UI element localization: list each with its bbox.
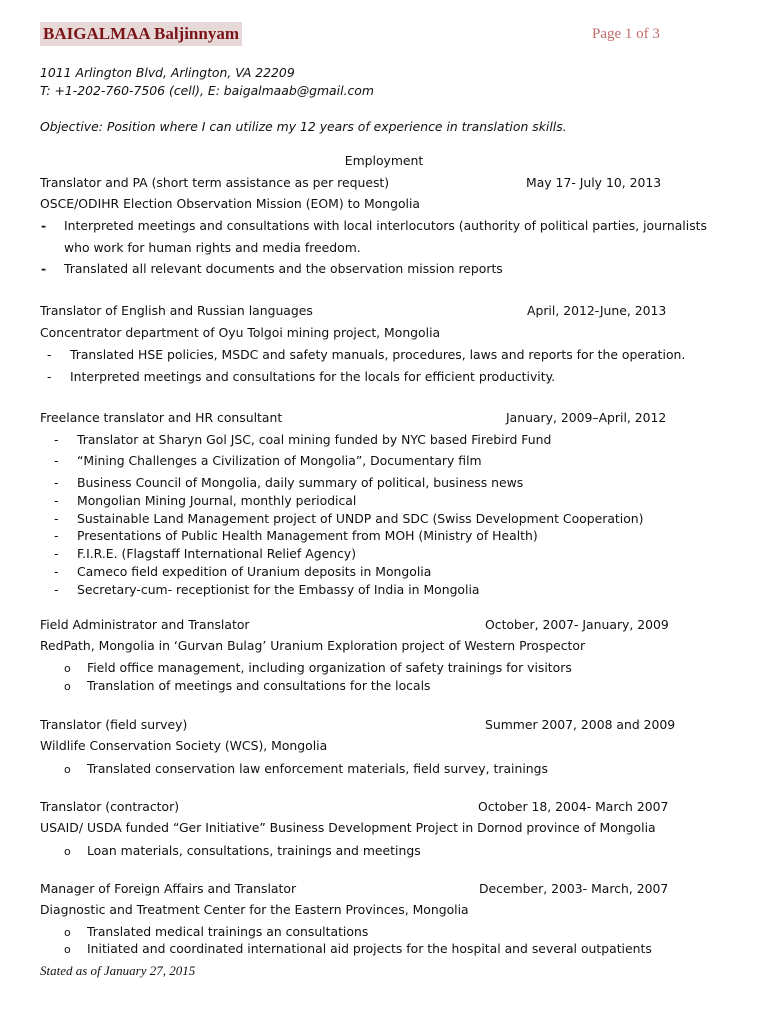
section-title-employment: Employment <box>344 153 424 168</box>
dash-marker: - <box>47 369 52 384</box>
bullet-continuation: who work for human rights and media freedom. <box>64 240 361 255</box>
bullet-item: - Secretary-cum- receptionist for the Embassy of India in Mongolia <box>54 582 480 597</box>
bullet-item: - Business Council of Mongolia, daily summary of political, business news <box>54 475 524 490</box>
bullet-item: - Interpreted meetings and consultations with local interlocutors (authority of political parties, journalists <box>41 218 707 233</box>
job-date: October, 2007- January, 2009 <box>485 617 669 632</box>
job-date: January, 2009–April, 2012 <box>506 410 667 425</box>
circle-marker: o <box>64 763 71 776</box>
bullet-item: - “Mining Challenges a Civilization of Mongolia”, Documentary film <box>54 453 482 468</box>
job-organization: OSCE/ODIHR Election Observation Mission (EOM) to Mongolia <box>40 196 421 211</box>
page-number: Page 1 of 3 <box>592 26 660 42</box>
bullet-item: o Translated conservation law enforcement materials, field survey, trainings <box>87 760 548 778</box>
dash-marker: - <box>47 347 52 362</box>
circle-marker: o <box>64 662 71 675</box>
candidate-name: BAIGALMAA Baljinnyam <box>40 22 242 46</box>
circle-marker: o <box>64 926 71 939</box>
dash-marker: - <box>54 475 59 490</box>
bullet-item: - Mongolian Mining Journal, monthly periodical <box>54 493 357 508</box>
dash-marker: - <box>54 511 59 526</box>
job-organization: Diagnostic and Treatment Center for the Eastern Provinces, Mongolia <box>40 902 469 917</box>
job-title: Translator (contractor) <box>40 799 180 814</box>
dash-marker: - <box>41 261 47 276</box>
job-title: Translator (field survey) <box>40 717 188 732</box>
dash-marker: - <box>54 564 59 579</box>
stated-date: Stated as of January 27, 2015 <box>40 963 196 978</box>
bullet-item: - Translator at Sharyn Gol JSC, coal mining funded by NYC based Firebird Fund <box>54 432 552 447</box>
bullet-item: - Presentations of Public Health Management from MOH (Ministry of Health) <box>54 528 538 543</box>
job-title: Field Administrator and Translator <box>40 617 250 632</box>
bullet-item: - Translated HSE policies, MSDC and safety manuals, procedures, laws and reports for the operation. <box>47 347 686 362</box>
job-title: Translator of English and Russian languages <box>40 303 313 318</box>
bullet-item: - Sustainable Land Management project of UNDP and SDC (Swiss Development Cooperation) <box>54 511 644 526</box>
contact-phone-email: T: +1-202-760-7506 (cell), E: baigalmaab@gmail.com <box>40 83 374 98</box>
job-title: Translator and PA (short term assistance as per request) <box>40 175 390 190</box>
job-organization: RedPath, Mongolia in ‘Gurvan Bulag’ Uranium Exploration project of Western Prospector <box>40 638 586 653</box>
bullet-item: - Cameco field expedition of Uranium deposits in Mongolia <box>54 564 432 579</box>
bullet-item: o Translation of meetings and consultations for the locals <box>87 677 430 695</box>
circle-marker: o <box>64 680 71 693</box>
job-title: Freelance translator and HR consultant <box>40 410 283 425</box>
dash-marker: - <box>54 528 59 543</box>
bullet-item: o Loan materials, consultations, trainings and meetings <box>87 842 421 860</box>
dash-marker: - <box>54 546 59 561</box>
job-date: April, 2012-June, 2013 <box>527 303 667 318</box>
bullet-item: - Interpreted meetings and consultations for the locals for efficient productivity. <box>47 369 556 384</box>
job-organization: Wildlife Conservation Society (WCS), Mongolia <box>40 738 328 753</box>
dash-marker: - <box>54 493 59 508</box>
dash-marker: - <box>54 453 59 468</box>
job-date: October 18, 2004- March 2007 <box>478 799 669 814</box>
job-date: December, 2003- March, 2007 <box>479 881 669 896</box>
job-organization: Concentrator department of Oyu Tolgoi mining project, Mongolia <box>40 325 441 340</box>
bullet-item: o Field office management, including organization of safety trainings for visitors <box>87 659 572 677</box>
bullet-item: o Translated medical trainings an consultations <box>87 923 368 941</box>
dash-marker: - <box>54 432 59 447</box>
contact-address: 1011 Arlington Blvd, Arlington, VA 22209 <box>40 65 295 80</box>
job-date: May 17- July 10, 2013 <box>526 175 662 190</box>
job-title: Manager of Foreign Affairs and Translator <box>40 881 297 896</box>
job-organization: USAID/ USDA funded “Ger Initiative” Business Development Project in Dornod province of Mongolia <box>40 820 656 835</box>
bullet-item: o Initiated and coordinated international aid projects for the hospital and several outpatients <box>87 940 652 958</box>
circle-marker: o <box>64 845 71 858</box>
circle-marker: o <box>64 943 71 956</box>
dash-marker: - <box>54 582 59 597</box>
dash-marker: - <box>41 218 47 233</box>
bullet-item: - F.I.R.E. (Flagstaff International Relief Agency) <box>54 546 357 561</box>
bullet-item: - Translated all relevant documents and the observation mission reports <box>41 261 503 276</box>
objective: Objective: Position where I can utilize my 12 years of experience in translation skills. <box>40 119 567 134</box>
job-date: Summer 2007, 2008 and 2009 <box>485 717 676 732</box>
